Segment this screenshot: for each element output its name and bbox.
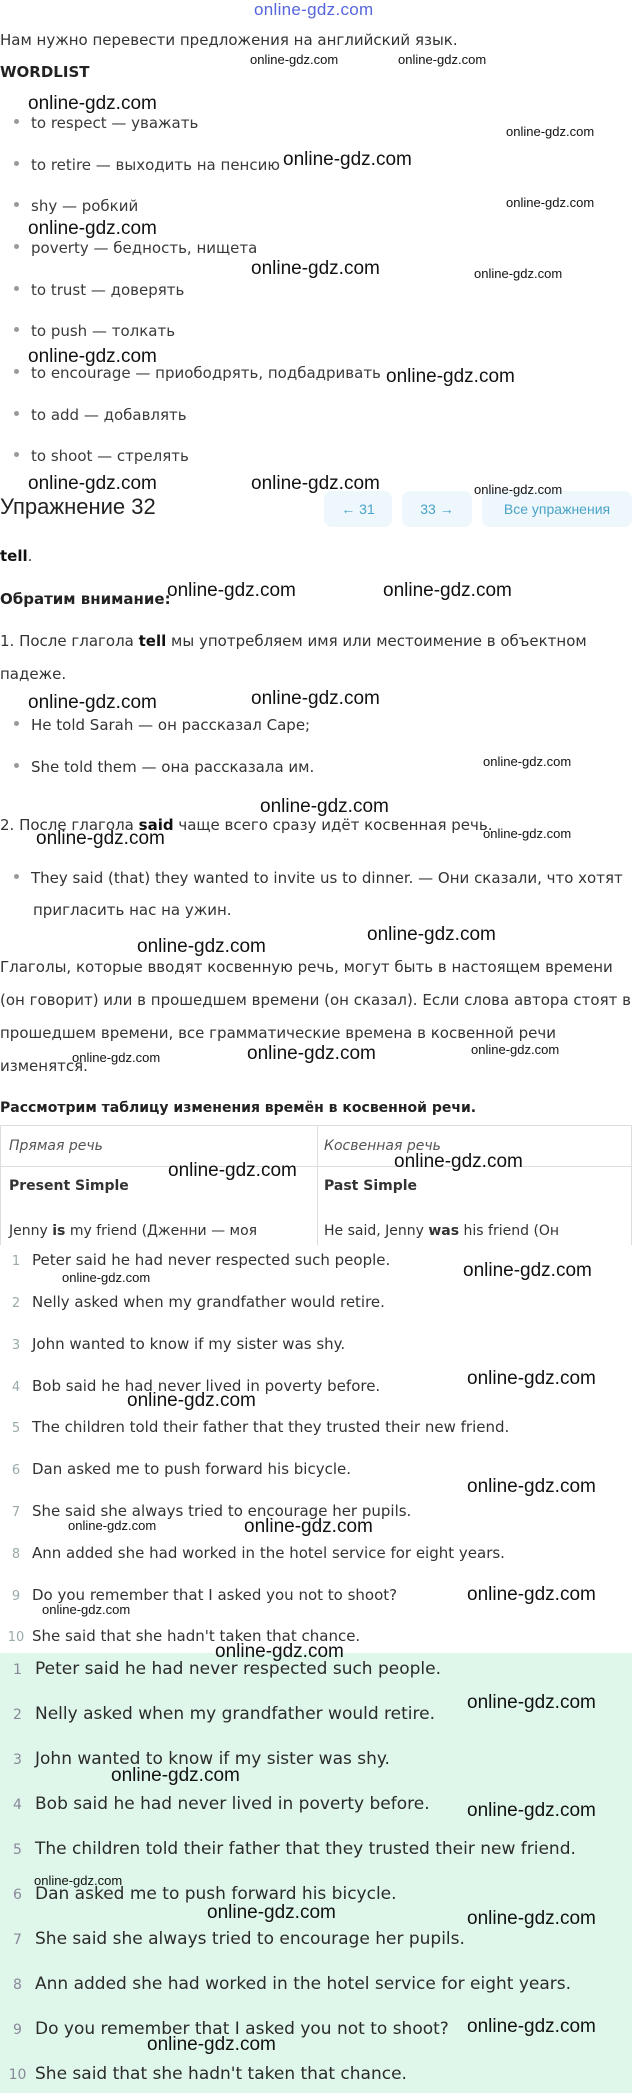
watermark: online-gdz.com	[506, 195, 595, 210]
watermark: online-gdz.com	[260, 796, 389, 817]
watermark: online-gdz.com	[386, 366, 515, 387]
wordlist-title: WORDLIST	[0, 63, 90, 81]
bullet-icon	[14, 161, 19, 166]
wordlist-item: to trust — доверять	[14, 281, 184, 299]
wordlist-item: to add — добавлять	[14, 406, 187, 424]
watermark: online-gdz.com	[250, 52, 339, 67]
wordlist-item: to shoot — стрелять	[14, 447, 189, 465]
highlighted-sentence: 2 Nelly asked when my grandfather would retire.	[13, 1704, 435, 1724]
bullet-icon	[14, 721, 19, 726]
watermark: online-gdz.com	[383, 580, 512, 601]
answer-sentence: 9 Do you remember that I asked you not to shoot?	[11, 1586, 398, 1604]
watermark: online-gdz.com	[28, 93, 157, 114]
watermark: online-gdz.com	[247, 1043, 376, 1064]
answer-sentence: 2 Nelly asked when my grandfather would retire.	[11, 1293, 385, 1311]
watermark: online-gdz.com	[68, 1518, 157, 1533]
table-header-direct: Прямая речь	[9, 1138, 103, 1154]
watermark: online-gdz.com	[28, 473, 157, 494]
watermark: online-gdz.com	[467, 1368, 596, 1389]
highlighted-sentence: 10 She said that she hadn't taken that chance.	[8, 2064, 407, 2084]
answer-sentence: 3 John wanted to know if my sister was shy.	[11, 1335, 346, 1353]
rule-1: 1. После глагола tell мы употребляем имя или местоимение в объектном	[0, 632, 587, 650]
highlighted-sentence: 7 She said she always tried to encourage her pupils.	[13, 1929, 465, 1949]
paragraph-line: Глаголы, которые вводят косвенную речь, могут быть в настоящем времени	[0, 958, 613, 976]
watermark: online-gdz.com	[467, 1692, 596, 1713]
watermark: online-gdz.com	[467, 1908, 596, 1929]
wordlist-item: shy — робкий	[14, 197, 138, 215]
attention-heading: Обратим внимание:	[0, 590, 171, 608]
watermark: online-gdz.com	[467, 2016, 596, 2037]
highlighted-sentence: 9 Do you remember that I asked you not to shoot?	[13, 2019, 449, 2039]
bullet-icon	[14, 286, 19, 291]
watermark: online-gdz.com	[36, 828, 165, 849]
highlighted-sentence: 5 The children told their father that they trusted their new friend.	[13, 1839, 576, 1859]
bullet-icon	[14, 763, 19, 768]
watermark: online-gdz.com	[467, 1800, 596, 1821]
highlighted-sentence: 3 John wanted to know if my sister was shy.	[13, 1749, 390, 1769]
watermark: online-gdz.com	[467, 1584, 596, 1605]
watermark: online-gdz.com	[127, 1390, 256, 1411]
paragraph-line: изменятся.	[0, 1057, 88, 1075]
next-exercise-button[interactable]: 33 →	[402, 491, 472, 527]
bullet-icon	[14, 411, 19, 416]
table-example-direct: Jenny is my friend (Дженни — моя	[9, 1223, 258, 1239]
watermark: online-gdz.com	[207, 1902, 336, 1923]
watermark: online-gdz.com	[506, 124, 595, 139]
answer-sentence: 10 She said that she hadn't taken that chance.	[7, 1627, 361, 1645]
rule-2-example-line-2: пригласить нас на ужин.	[33, 901, 232, 919]
rule-1-line-2: падеже.	[0, 665, 67, 683]
answer-sentence: 1 Peter said he had never respected such people.	[11, 1251, 391, 1269]
rule-2-example: They said (that) they wanted to invite us to dinner. — Они сказали, что хотят	[14, 869, 623, 887]
site-logo[interactable]: online-gdz.com	[254, 0, 374, 19]
table-example-indirect: He said, Jenny was his friend (Он	[324, 1223, 560, 1239]
watermark: online-gdz.com	[398, 52, 487, 67]
answer-sentence: 5 The children told their father that they trusted their new friend.	[11, 1418, 510, 1436]
watermark: online-gdz.com	[394, 1151, 523, 1172]
watermark: online-gdz.com	[147, 2034, 276, 2055]
watermark: online-gdz.com	[137, 936, 266, 957]
watermark: online-gdz.com	[167, 580, 296, 601]
watermark: online-gdz.com	[483, 754, 572, 769]
table-tense-direct: Present Simple	[9, 1178, 129, 1194]
rule-1-example: She told them — она рассказала им.	[14, 758, 314, 776]
tense-table	[0, 1125, 632, 1245]
rule-2: 2. После глагола said чаще всего сразу идёт косвенная речь.	[0, 816, 493, 834]
watermark: online-gdz.com	[467, 1476, 596, 1497]
tell-line: tell.	[0, 547, 33, 565]
watermark: online-gdz.com	[251, 258, 380, 279]
all-exercises-button[interactable]: Все упражнения	[482, 491, 632, 527]
wordlist-item: to push — толкать	[14, 322, 175, 340]
watermark: online-gdz.com	[367, 924, 496, 945]
prev-exercise-button[interactable]: ← 31	[324, 491, 392, 527]
watermark: online-gdz.com	[474, 482, 563, 497]
watermark: online-gdz.com	[28, 346, 157, 367]
answer-sentence: 8 Ann added she had worked in the hotel service for eight years.	[11, 1544, 505, 1562]
watermark: online-gdz.com	[283, 149, 412, 170]
table-heading: Рассмотрим таблицу изменения времён в косвенной речи.	[0, 1100, 477, 1116]
bullet-icon	[14, 327, 19, 332]
wordlist-item: to respect — уважать	[14, 114, 198, 132]
table-tense-indirect: Past Simple	[324, 1178, 418, 1194]
watermark: online-gdz.com	[42, 1602, 131, 1617]
watermark: online-gdz.com	[483, 826, 572, 841]
watermark: online-gdz.com	[471, 1042, 560, 1057]
bullet-icon	[14, 119, 19, 124]
answer-sentence: 4 Bob said he had never lived in poverty before.	[11, 1377, 381, 1395]
watermark: online-gdz.com	[72, 1050, 161, 1065]
answer-sentence: 7 She said she always tried to encourage her pupils.	[11, 1502, 412, 1520]
watermark: online-gdz.com	[28, 692, 157, 713]
wordlist-item: poverty — бедность, нищета	[14, 239, 257, 257]
watermark: online-gdz.com	[215, 1641, 344, 1662]
highlighted-sentence: 6 Dan asked me to push forward his bicycle.	[13, 1884, 397, 1904]
exercise-title: Упражнение 32	[0, 494, 156, 519]
highlighted-sentence: 1 Peter said he had never respected such people.	[13, 1659, 442, 1679]
watermark: online-gdz.com	[251, 688, 380, 709]
table-header-indirect: Косвенная речь	[324, 1138, 441, 1154]
rule-1-example: He told Sarah — он рассказал Саре;	[14, 716, 310, 734]
watermark: online-gdz.com	[251, 473, 380, 494]
watermark: online-gdz.com	[34, 1873, 123, 1888]
watermark: online-gdz.com	[244, 1516, 373, 1537]
wordlist-item: to retire — выходить на пенсию	[14, 156, 280, 174]
paragraph-line: (он говорит) или в прошедшем времени (он сказал). Если слова автора стоят в	[0, 991, 631, 1009]
wordlist-item: to encourage — приободрять, подбадривать	[14, 364, 381, 382]
bullet-icon	[14, 874, 19, 879]
watermark: online-gdz.com	[28, 218, 157, 239]
watermark: online-gdz.com	[62, 1270, 151, 1285]
bullet-icon	[14, 452, 19, 457]
bullet-icon	[14, 369, 19, 374]
highlighted-sentence: 4 Bob said he had never lived in poverty before.	[13, 1794, 430, 1814]
highlighted-sentence: 8 Ann added she had worked in the hotel service for eight years.	[13, 1974, 572, 1994]
answer-sentence: 6 Dan asked me to push forward his bicycle.	[11, 1460, 352, 1478]
watermark: online-gdz.com	[463, 1260, 592, 1281]
watermark: online-gdz.com	[111, 1765, 240, 1786]
bullet-icon	[14, 202, 19, 207]
paragraph-line: прошедшем времени, все грамматические времена в косвенной речи	[0, 1024, 556, 1042]
task-intro: Нам нужно перевести предложения на английский язык.	[0, 31, 458, 49]
bullet-icon	[14, 244, 19, 249]
watermark: online-gdz.com	[474, 266, 563, 281]
watermark: online-gdz.com	[168, 1160, 297, 1181]
